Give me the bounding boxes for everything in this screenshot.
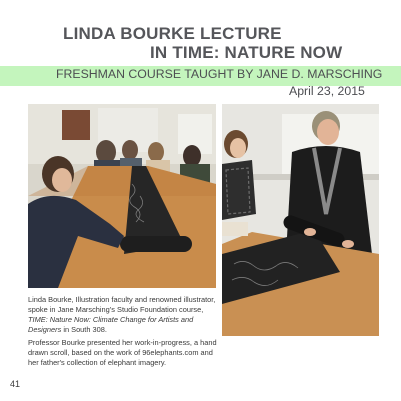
subtitle: FRESHMAN COURSE TAUGHT BY JANE D. MARSCHING: [56, 67, 383, 81]
title-line-1: LINDA BOURKE LECTURE: [63, 24, 282, 43]
caption-paragraph-2: Professor Bourke presented her work-in-progress, a hand drawn scroll, based on the work of 96elephants.com and her father's collection of elephant imagery.: [28, 338, 217, 367]
professor-photo: [222, 104, 379, 336]
course-title: TIME: Nature Now: Climate Change for Artists and Designers: [28, 315, 194, 334]
title-line-2: IN TIME: NATURE NOW: [150, 43, 343, 62]
date: April 23, 2015: [289, 84, 365, 98]
caption-paragraph-1: [28, 295, 218, 335]
caption: [28, 295, 218, 371]
caption-p1-start: Linda Bourke, Illustration faculty and renowned illustrator, spoke in Jane Marsching’s Studio Foundation course,: [28, 295, 216, 314]
page-number: 41: [10, 379, 21, 389]
classroom-photo: [28, 104, 216, 288]
caption-p1-end: in South 308.: [61, 325, 107, 334]
